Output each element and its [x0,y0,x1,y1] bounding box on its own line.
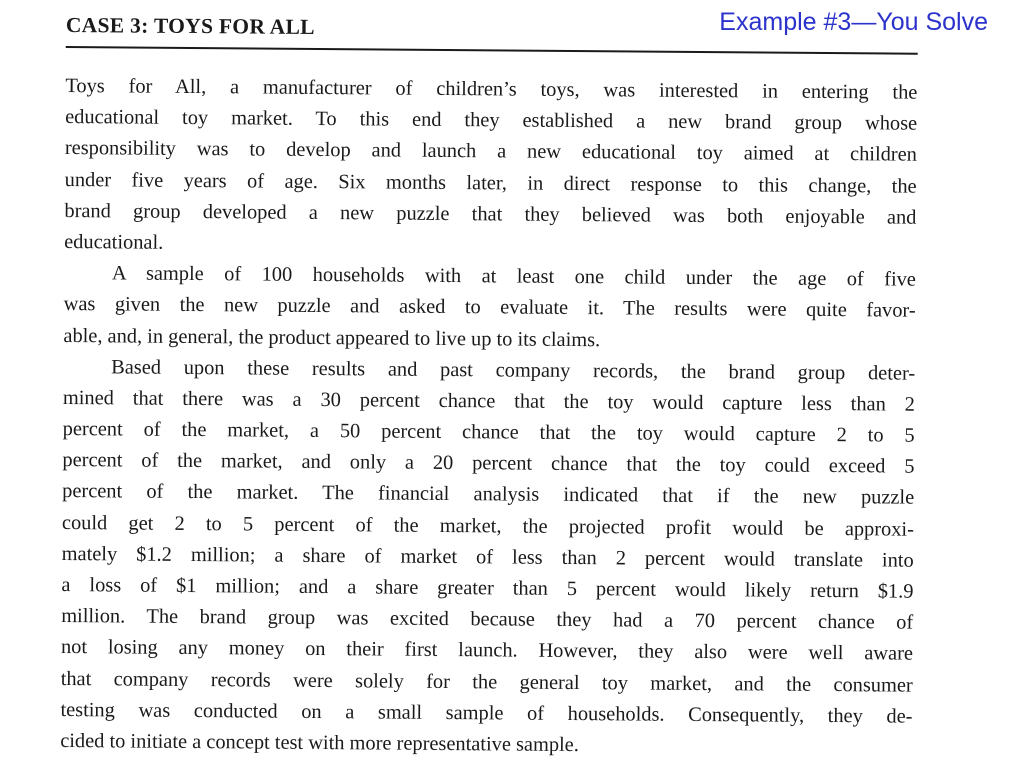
text-line: percent of the market, and only a 20 percent chance that the toy could exceed 5 [62,449,915,478]
text-line: that company records were solely for the general toy market, and the consumer [60,667,913,697]
case-heading: CASE 3: TOYS FOR ALL [65,12,315,39]
text-line: Toys for All, a manufacturer of children’s toys, was interested in entering the [65,74,918,104]
text-line: could get 2 to 5 percent of the market, the projected profit would be approxi- [61,511,915,541]
text-line: mined that there was a 30 percent chance that the toy would capture less than 2 [62,386,916,416]
case-body [60,71,917,764]
heading-rule [66,46,918,55]
slide-title: Example #3—You Solve [719,8,988,36]
text-line: Based upon these results and past company records, the brand group deter- [111,356,916,385]
text-line: mately $1.2 million; a share of market of less than 2 percent would translate into [61,542,914,572]
text-line: educational toy market. To this end they established a new brand group whose [65,106,918,135]
text-line: not losing any money on their first launch. However, they also were well aware [60,636,914,666]
text-line: a loss of $1 million; and a share greater than 5 percent would likely return $1.9 [61,573,914,603]
text-line: percent of the market, a 50 percent chance that the toy would capture 2 to 5 [62,418,915,447]
scanned-page [60,10,918,767]
text-line: responsibility was to develop and launch a new educational toy aimed at children [64,137,917,167]
text-line: able, and, in general, the product appeared to live up to its claims. [63,324,601,351]
text-line: cided to initiate a concept test with more representative sample. [60,729,579,756]
text-line: testing was conducted on a small sample of households. Consequently, they de- [60,698,913,728]
text-line: under five years of age. Six months later, in direct response to this change, the [64,168,917,198]
text-line: million. The brand group was excited because they had a 70 percent chance of [61,605,914,634]
text-line: A sample of 100 households with at least one child under the age of five [111,262,916,291]
text-line: educational. [64,230,164,254]
text-line: percent of the market. The financial analysis indicated that if the new puzzle [62,480,915,510]
text-line: was given the new puzzle and asked to evaluate it. The results were quite favor- [63,293,916,322]
text-line: brand group developed a new puzzle that they believed was both enjoyable and [64,199,917,229]
